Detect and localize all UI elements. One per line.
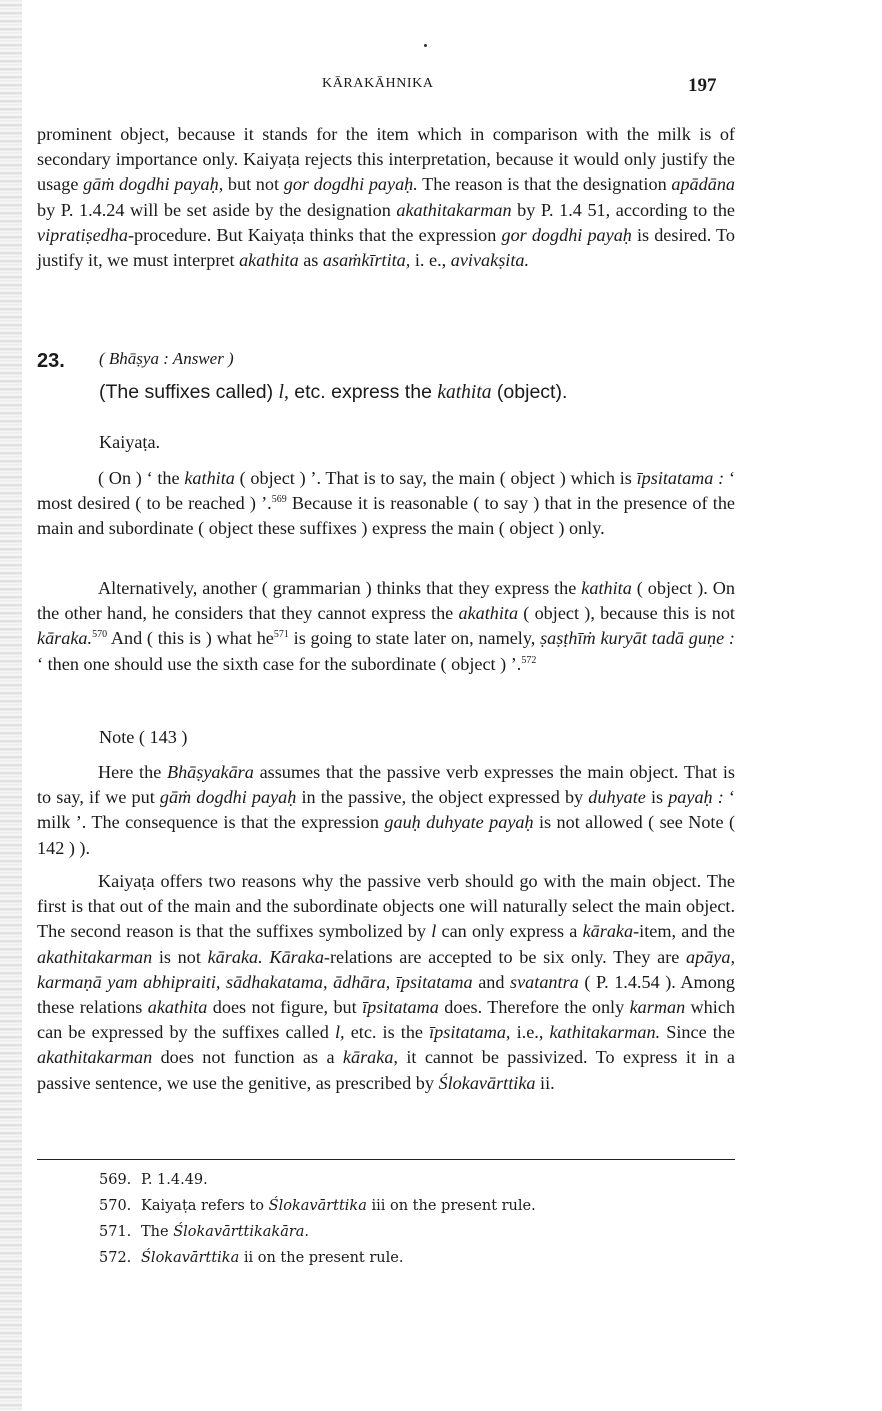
paragraph-note: Here the Bhāṣyakāra assumes that the passive verb expresses the main object. That is to say, if we put gāṁ dogdhi payaḥ in the passive, the object expressed by duhyate is payaḥ : ‘ milk ’. The consequence is that the expression gauḥ duhyate payaḥ is not allowed ( see Note ( 142 ) ). [37,762,736,858]
footnote-569: 569. P. 1.4.49. [99,1172,208,1188]
running-header: KĀRAKĀHNIKA [322,76,434,91]
paragraph-alternative: Alternatively, another ( grammarian ) thinks that they express the kathita ( object ). On the other hand, he considers that they cannot express the akathita ( object ), because this is not kāraka.$^{570}$ And ( this is ) what $he^{571}$ is going to state later on, namely, ṣaṣṭhīṁ kuryāt tadā guṇe : ‘ then one should use the sixth case for the subordinate ( object ) ’.$^{572}$ [37,578,735,674]
footnote-ref: 570 [92,629,108,641]
footnote-ref: 571 [273,629,289,641]
footnote-ref: 569 [271,494,287,506]
footnote-570: 570. Kaiyaṭa refers to Ślokavārttika iii on the present rule. [99,1198,536,1214]
paragraph-kaiyata: ( On ) ‘ the kathita ( object ) ’. That is to say, the main ( object ) which is īpsitatama : ‘ most desired ( to be reached ) ’.$^{569}$ Because it is reasonable ( to say ) that in the presence of the main and subordinate ( object these suffixes ) express the main ( object ) only. [37,468,736,539]
scanned-page-edge [0,0,22,1411]
page-number: 197 [688,75,717,96]
paragraph-reasons: Kaiyaṭa offers two reasons why the passive verb should go with the main object. The first is that out of the main and the subordinate objects one will naturally select the main object. The second reason is that the suffixes symbolized by l can only express a kāraka-item, and the akathitakarman is not kāraka. Kāraka-relations are accepted to be six only. They are apāya, karmaṇā yam abhipraiti, sādhakatama, ādhāra, īpsitatama and svatantra ( P. 1.4.54 ). Among these relations akathita does not figure, but īpsitatama does. Therefore the only karman which can be expressed by the suffixes called l, etc. is the īpsitatama, i.e., kathitakarman. Since the akathitakarman does not function as a kāraka, it cannot be passivized. To express it in a passive sentence, we use the genitive, as prescribed by Ślokavārttika ii. [37,871,736,1093]
kaiyata-heading: Kaiyaṭa. [99,432,161,452]
footnote-divider [37,1159,735,1160]
footnote-ref: 572 [521,654,537,666]
section-number: 23. [37,350,65,372]
footnote-571: 571. The Ślokavārttikakāra. [99,1224,310,1240]
print-speck [424,44,427,47]
note-heading: Note ( 143 ) [99,727,188,747]
section-title: ( Bhāṣya : Answer ) [99,349,234,368]
footnote-572: 572. Ślokavārttika ii on the present rule. [99,1250,404,1266]
paragraph-continuation: prominent object, because it stands for the item which in comparison with the milk is of secondary importance only. Kaiyaṭa rejects this interpretation, because it would only justify the usage gāṁ dogdhi payaḥ, but not gor dogdhi payaḥ. The reason is that the designation apādāna by P. 1.4.24 will be set aside by the designation akathitakarman by P. 1.4 51, according to the vipratiṣedha-procedure. But Kaiyaṭa thinks that the expression gor dogdhi payaḥ is desired. To justify it, we must interpret akathita as asaṁkīrtita, i. e., avivakṣita. [37,124,736,271]
bhasya-answer: (The suffixes called) l, etc. express the kathita (object). [99,381,568,403]
